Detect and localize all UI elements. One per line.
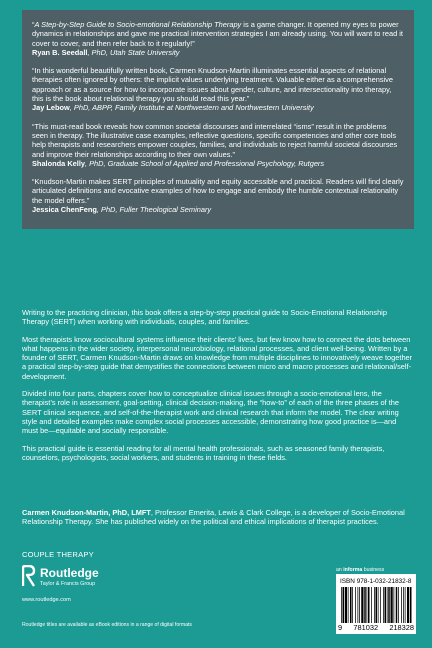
routledge-logo-icon [22,565,36,587]
author-name: Carmen Knudson-Martin, PhD, LMFT [22,508,151,517]
description-paragraph: Writing to the practicing clinician, this book offers a step-by-step practical guide to Socio-Emotional Relationship Therapy (SERT) when working with individuals, couples, and families. [22,308,387,327]
book-description [22,308,414,470]
barcode-digits [338,623,414,632]
publisher-name: Routledge [40,566,99,580]
reviewer-credentials: , PhD, Utah State University [87,47,180,57]
author-bio-text: , Professor Emerita, Lewis & Clark College, is a developer of Socio-Emotional Relationship Therapy. She has published widely on the political and ethical implications of therapist practices. [22,508,405,527]
quote-text: “Knudson-Martin makes SERT principles of mutuality and equity accessible and practical. Readers will find clearly articulated definitions and evocative examples of how to engage and embody the humble contextual relationality the model offers.” [32,177,404,205]
praise-quote-1: “A Step-by-Step Guide to Socio-emotional Relationship Therapy is a game changer. It opened my eyes to power dynamics in relationships and gave me practical intervention strategies I am already using. You will want to read it cover to cover, and then refer back to it regularly!” Ryan B. Seedall, PhD, Utah State University [32,20,403,57]
quote-text: “In this wonderful beautifully written book, Carmen Knudson-Martin illuminates essential aspects of relational therapies often ignored by others: the implicit values underlying treatment. Valuable either as a comprehensive approach or as a source for how to incorporate issues about gender, culture, and intersectionality into therapy, this is the book about relational therapy you should read this year.” [32,66,393,104]
quoted-book-title: A Step-by-Step Guide to Socio-emotional Relationship Therapy [34,20,242,29]
reviewer-name: Shalonda Kelly [32,158,85,168]
praise-quote-3 [32,122,404,168]
author-bio [22,508,414,527]
barcode-digit-group: 218328 [389,623,414,632]
publisher-group: Taylor & Francis Group [40,581,96,587]
reviewer-name: Jay Lebow [32,103,70,113]
ebook-note: Routledge titles are available as eBook editions in a range of digital formats [22,622,192,628]
quote-text: “This must-read book reveals how common societal discourses and interrelated “isms” result in the problems seen in therapy. The illustrative case examples, reflective questions, specific competencies and other core tools help therapists and researchers empower couples, families, and individuals to reject harmful societal discourses and improve their relationships according to their own values.” [32,121,398,159]
reviewer-name: Ryan B. Seedall [32,47,88,57]
description-paragraph: Most therapists know sociocultural systems influence their clients’ lives, but few know how to connect the dots between what happens in the wider society, interpersonal neurobiology, relational processes, and client well-being. Written by a founder of SERT, Carmen Knudson-Martin draws on knowledge from multiple disciplines to innovatively weave together a practical step-by-step guide that demystifies the connections between micro and macro processes and relational/self-development. [22,334,413,381]
praise-box [22,10,414,229]
praise-quote-4 [32,177,404,214]
barcode-box [336,574,416,634]
barcode-digit-group: 781032 [353,623,379,632]
publisher-website: www.routledge.com [22,597,71,603]
description-paragraph: Divided into four parts, chapters cover how to conceptualize clinical issues through a socio-emotional lens, the therapist’s role in assessment, goal-setting, clinical decision-making, the “how-to” of each of the three phases of the SERT clinical sequence, and self-of-the-therapist work and clinical research that inform the model. The clear writing style and detailed examples make complex social processes accessible, demonstrating how good practice is—and must be—equitable and socially responsible. [22,389,399,436]
informa-brand: informa [343,567,363,573]
barcode-digit-group: 9 [338,623,343,632]
isbn-label: ISBN 978-1-032-21832-8 [340,578,412,585]
quote-text: is a game changer. It opened my eyes to power dynamics in relationships and gave me practical intervention strategies I am already using. You will want to read it cover to cover, and then refer back to it regularly!” [32,20,403,48]
reviewer-credentials: , PhD, ABPP, Family Institute at Northwestern and Northwestern University [69,103,314,113]
reviewer-credentials: , PhD, Graduate School of Applied and Professional Psychology, Rutgers [84,158,325,168]
reviewer-credentials: , PhD, Fuller Theological Seminary [96,205,212,215]
praise-quote-2 [32,66,404,112]
barcode-icon [340,587,412,623]
informa-tagline: an informa business [336,567,385,573]
reviewer-name: Jessica ChenFeng [32,205,97,215]
publisher-logo [22,565,142,593]
subject-category: COUPLE THERAPY [22,550,94,559]
description-paragraph: This practical guide is essential reading for all mental health professionals, such as seasoned family therapists, counselors, psychologists, social workers, and students in training in these fields. [22,443,385,462]
